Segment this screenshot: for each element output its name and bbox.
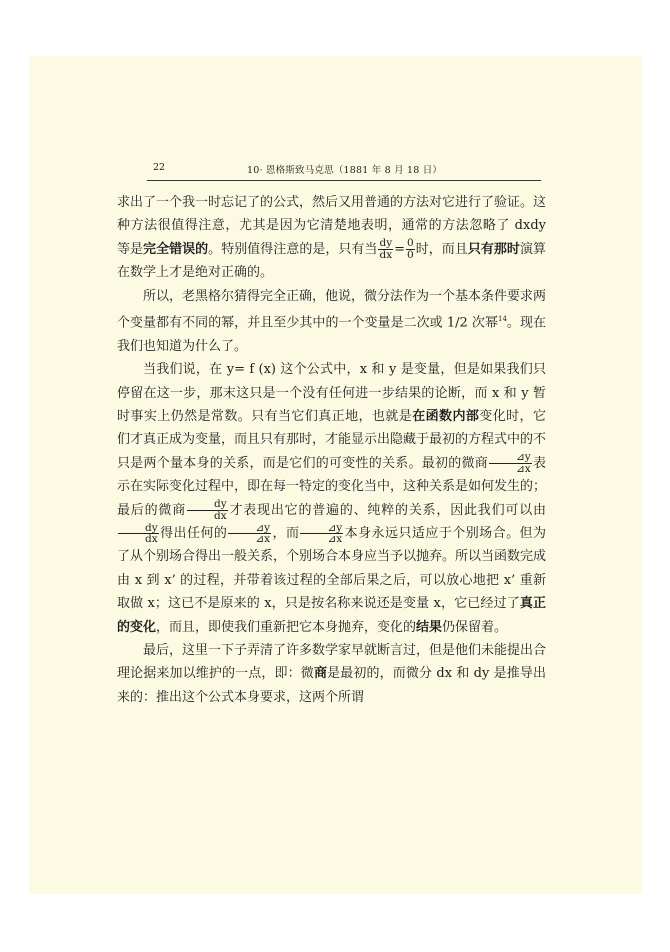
fraction-dy-dx [187,499,228,521]
equals-sign: = [394,241,406,257]
fraction-numerator: 0 [407,237,414,250]
header-title: 10· 恩格斯致马克思（1881 年 8 月 18 日） [247,165,443,176]
bold-text: 只有那时 [467,241,520,257]
paragraph-3 [117,358,546,639]
text-run: 。特别值得注意的是，只有当 [208,241,378,257]
text-run: 所以，老黑格尔猜得完全正确，他说，微分法作为一个基本条件要求两个变量都有不同的幂，并且至少其中的一个变量是二次或 1/2 次幂 [117,288,547,331]
paragraph-1 [117,191,546,285]
text-run: 得出任何的 [159,526,228,542]
text-run: 当我们说，在 y= f (x) 这个公式中，x 和 y 是变量，但是如果我们只停留在这一步，那末这只是一个没有任何进一步结果的论断，而 x 和 y 暂时事实上仍然是常数。只有当它们真正地，也就是 [117,362,546,424]
text-run: ，而 [272,526,300,542]
text-run: 变化时，它们才真正成为变量，而且只有那时，才能显示出隐藏于最初的方程式中的不只是两个量本身的关系，而是它们的可变性的关系。最初的微商 [117,408,547,471]
fraction-zero-zero [406,238,415,260]
fraction-denominator: 0 [407,248,414,261]
fraction-numerator: dy [118,523,159,535]
fraction-denominator: dx [214,509,227,522]
text-run: 最后，这里一下子弄清了许多数学家早就断言过，但是他们未能提出合理论据来加以维护的一点，即：微 [117,643,547,682]
text-run: 求出了一个我一时忘记了的公式，然后又用普通的方法对它进行了验证。这种方法很值得注意，尤其是因为它清楚地表明，通常的方法忽略了 dxdy 等是 [117,195,547,257]
page-number: 22 [153,162,166,173]
text-run: 才表现出它的普遍的、纯粹的关系，因此我们可以由 [228,502,546,518]
text-run: ，而且，即使我们重新把它本身抛弃，变化的 [156,619,417,635]
text-run: 时，而且 [415,241,468,257]
text-run: 本身永远只适应于个别场合。但为了从个别场合得出一般关系，个别场合本身应当予以抛弃。所以当函数完成由 x 到 x’ 的过程，并带着该过程的全部后果之后，可以放心地把 x’ 重新取做 x；这已不是原来的 x，只是按名称来说还是变量 x，它已经过了 [117,526,547,612]
bold-text: 完全错误的 [143,241,209,257]
text-run: 仍保留着。 [442,619,508,635]
footnote-marker: 14 [497,315,507,324]
bold-text: 商 [313,666,328,682]
paragraph-2 [117,285,546,359]
fraction-numerator: ⊿y [489,452,532,464]
bold-text: 真正的变化 [117,596,546,635]
running-header [147,154,541,181]
text-run: 是最初的，而微分 dx 和 dy 是推导出来的：推出这个公式本身要求，这两个所谓 [117,666,546,705]
fraction-denominator: dx [145,533,158,546]
text-run: 。现在我们也知道为什么了。 [117,315,546,354]
fraction-dy-dx [378,238,393,260]
fraction-denominator: ⊿x [255,533,271,546]
bold-text: 结果 [416,619,443,635]
fraction-delta-y-delta-x [300,523,343,545]
fraction-numerator: dy [187,499,228,511]
fraction-dy-dx [118,523,159,545]
fraction-denominator: dx [379,248,393,261]
fraction-delta-y-delta-x [489,452,532,474]
fraction-delta-y-delta-x [228,523,271,545]
fraction-numerator: dy [379,237,393,250]
bold-text: 在函数内部 [412,408,480,424]
fraction-numerator: ⊿y [228,523,271,535]
text-run: 演算在数学上才是绝对正确的。 [117,241,546,281]
text-run: 表示在实际变化过程中，即在每一特定的变化当中，这种关系是如何发生的；最后的微商 [117,455,547,518]
fraction-denominator: ⊿x [516,462,531,475]
fraction-numerator: ⊿y [300,523,343,535]
body-text [117,191,546,709]
fraction-denominator: ⊿x [327,533,343,546]
paragraph-4 [117,639,546,709]
